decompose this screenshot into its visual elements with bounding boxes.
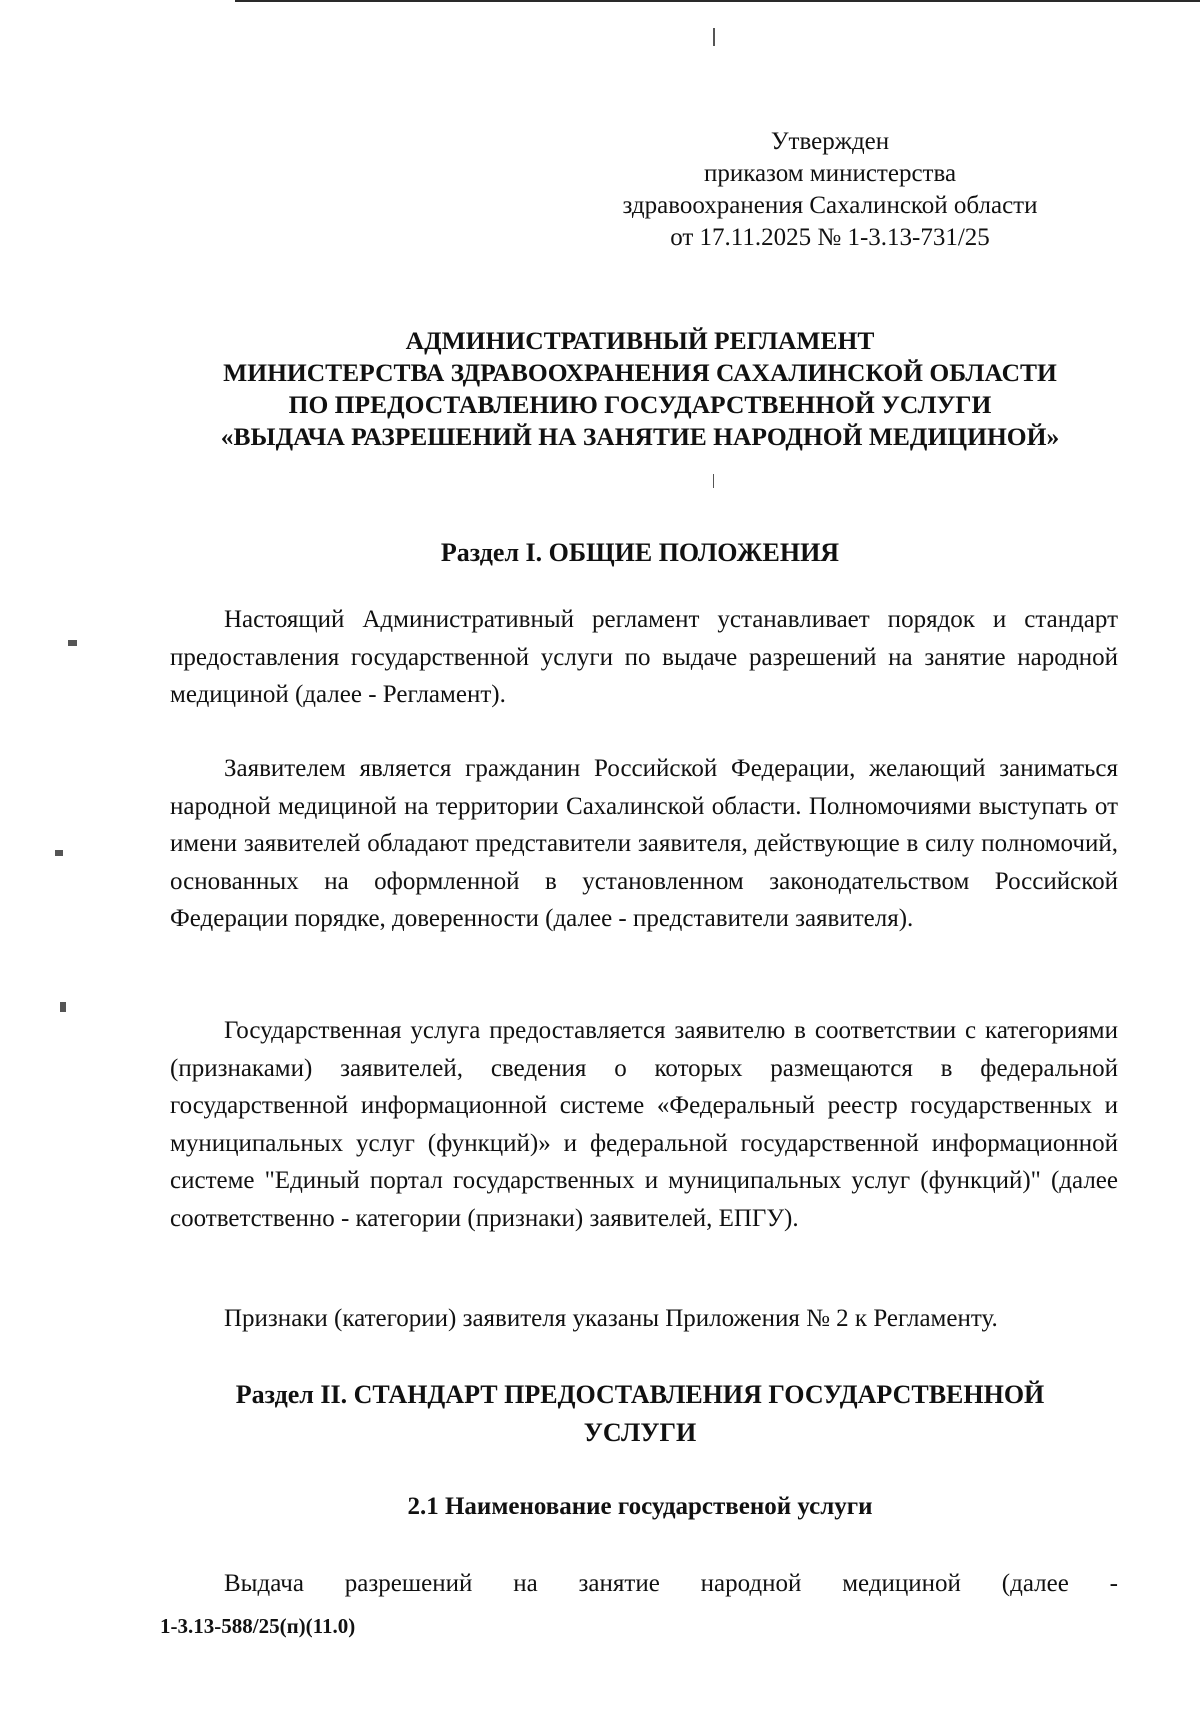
paragraph: Заявителем является гражданин Российской Федерации, желающий заниматься народной медициной на территории Сахалинской области. Полномочиями выступать от имени заявителей обладают представители заявителя, действующие в силу полномочий, основанных на оформленной в установленном законодательством Российской Федерации порядке, доверенности (далее - представители заявителя). [170, 755, 1118, 933]
scan-artifact [55, 850, 63, 856]
section-2-heading-line: УСЛУГИ [583, 1418, 697, 1447]
title-line: АДМИНИСТРАТИВНЫЙ РЕГЛАМЕНТ [405, 326, 875, 355]
scan-artifact [68, 640, 77, 646]
scan-artifact [60, 1002, 66, 1012]
approval-line: приказом министерства [703, 160, 957, 187]
document-code: 1-3.13-588/25(п)(11.0) [160, 1614, 356, 1638]
section-1-heading: Раздел I. ОБЩИЕ ПОЛОЖЕНИЯ [440, 538, 840, 567]
scan-artifact [713, 474, 714, 488]
scan-artifact [713, 28, 715, 46]
paragraph: Признаки (категории) заявителя указаны Приложения № 2 к Регламенту. [224, 1305, 998, 1332]
paragraph: Настоящий Административный регламент устанавливает порядок и стандарт предоставления государственной услуги по выдаче разрешений на занятие народной медициной (далее - Регламент). [170, 606, 1118, 709]
title-line: ПО ПРЕДОСТАВЛЕНИЮ ГОСУДАРСТВЕННОЙ УСЛУГИ [288, 390, 992, 419]
paragraph: Государственная услуга предоставляется заявителю в соответствии с категориями (признаками) заявителей, сведения о которых размещаются в федеральной государственной информационной системе «Федеральный реестр государственных и муниципальных услуг (функций)» и федеральной государственной информационной системе "Единый портал государственных и муниципальных услуг (функций)" (далее соответственно - категории (признаки) заявителей, ЕПГУ). [170, 1017, 1118, 1232]
top-border-line [235, 0, 1200, 2]
approval-line: Утвержден [770, 128, 890, 155]
section-2-heading-line: Раздел II. СТАНДАРТ ПРЕДОСТАВЛЕНИЯ ГОСУДАРСТВЕННОЙ [235, 1380, 1045, 1409]
subsection-heading: 2.1 Наименование государственой услуги [407, 1493, 873, 1520]
paragraph: Выдача разрешений на занятие народной медициной (далее - [224, 1570, 1118, 1597]
section-2-heading [160, 1376, 1120, 1452]
approval-date-number: от 17.11.2025 № 1-3.13-731/25 [670, 224, 990, 251]
title-line: «ВЫДАЧА РАЗРЕШЕНИЙ НА ЗАНЯТИЕ НАРОДНОЙ МЕДИЦИНОЙ» [220, 422, 1060, 451]
approval-line: здравоохранения Сахалинской области [622, 192, 1038, 219]
title-line: МИНИСТЕРСТВА ЗДРАВООХРАНЕНИЯ САХАЛИНСКОЙ ОБЛАСТИ [223, 358, 1057, 387]
document-title [160, 325, 1120, 453]
approval-block [560, 126, 1100, 254]
